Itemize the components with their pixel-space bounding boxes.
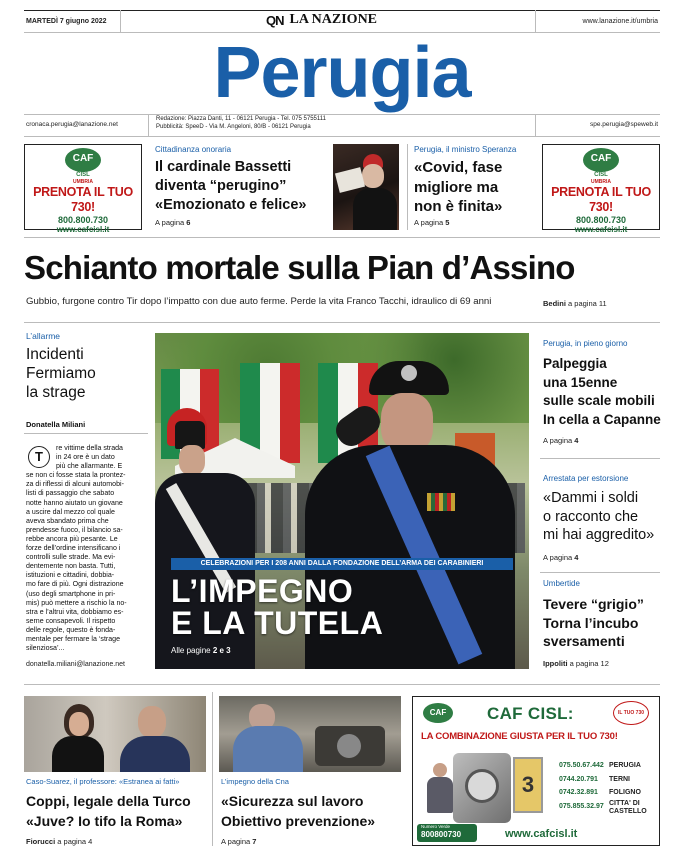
editorial-body-lines bbox=[26, 444, 145, 653]
ad-phone: 0744.20.791 bbox=[559, 775, 598, 783]
cap-badge-icon bbox=[401, 365, 417, 381]
ad-city: TERNI bbox=[609, 775, 630, 783]
bottom-mid-headline[interactable] bbox=[221, 791, 375, 831]
caf-region: UMBRIA bbox=[591, 179, 611, 185]
top-left-kicker: Cittadinanza onoraria bbox=[155, 145, 232, 154]
divider bbox=[24, 684, 660, 685]
bottom-mid-page-ref bbox=[221, 837, 256, 846]
carabinieri-photo bbox=[155, 333, 529, 669]
edition-title-wrap bbox=[0, 30, 684, 116]
editorial-body-line: silenziosa’... bbox=[26, 645, 65, 653]
editorial-body-line: più che allarmante. E bbox=[56, 463, 123, 471]
headline-line: Il cardinale Bassetti bbox=[155, 159, 292, 175]
qn-logo: QN bbox=[266, 12, 284, 28]
suit-shape bbox=[120, 736, 190, 772]
green-number-label: Numero Verde bbox=[421, 824, 451, 829]
photo-headline-line: E LA TUTELA bbox=[171, 605, 384, 641]
editorial-body-line: prendesse fuoco, il bilancio sa- bbox=[26, 526, 123, 534]
paper-brand bbox=[266, 12, 377, 28]
editorial-body-line: re vittime della strada bbox=[56, 445, 123, 452]
headline-line: Palpeggia bbox=[543, 356, 607, 371]
ad-caf-right[interactable] bbox=[542, 144, 660, 234]
right-s3-page-ref bbox=[543, 659, 609, 668]
editorial-body-line: aveva sbandato prima che bbox=[26, 517, 109, 525]
top-left-page-ref bbox=[155, 218, 190, 227]
divider bbox=[24, 322, 660, 323]
ad-city-list bbox=[609, 759, 653, 816]
right-s2-kicker: Arrestata per estorsione bbox=[543, 474, 629, 483]
headline-line: non è finita» bbox=[414, 198, 503, 215]
divider bbox=[540, 572, 660, 573]
ad-web: www.cafcisl.it bbox=[56, 225, 110, 234]
ad-city: PERUGIA bbox=[609, 762, 641, 769]
lead-page-ref bbox=[543, 299, 607, 308]
ad-prenota: PRENOTA IL TUO 730! bbox=[551, 185, 651, 214]
divider bbox=[24, 136, 660, 137]
photo-headline-line: L’IMPEGNO bbox=[171, 573, 354, 609]
safe-dial-icon bbox=[465, 769, 499, 803]
ad-phone-list bbox=[559, 759, 604, 813]
caf-org: CISL bbox=[594, 172, 608, 178]
bottom-left-kicker: Caso-Suarez, il professore: «Estranea ai fatti» bbox=[26, 777, 180, 786]
editorial-body-line: se non ci fosse stata la prontez- bbox=[26, 472, 126, 480]
headline-line: Torna l’incubo bbox=[543, 614, 639, 631]
headline-line: «Juve? Io tifo la Roma» bbox=[26, 813, 183, 829]
caf-logo-icon: CAF bbox=[423, 703, 453, 723]
headline-line: mi hai aggredito» bbox=[543, 527, 655, 543]
photo-headline[interactable] bbox=[171, 575, 383, 639]
face-shape bbox=[69, 712, 89, 736]
ad-phone: 800.800.730 bbox=[57, 215, 109, 225]
divider bbox=[540, 458, 660, 459]
divider bbox=[148, 114, 149, 136]
editorial-title-line: la strage bbox=[26, 384, 86, 401]
page-ref-number: 4 bbox=[574, 553, 579, 562]
right-s3-kicker: Umbertide bbox=[543, 579, 580, 588]
ad-city: CITTA' DI CASTELLO bbox=[609, 799, 647, 815]
redazione-address: Redazione: Piazza Danti, 11 - 06121 Perugia - Tel. 075 5755111 bbox=[156, 116, 327, 122]
ad-badge: IL TUO 730 bbox=[613, 701, 649, 725]
editorial-body-line: a uscire dal mezzo col quale bbox=[26, 508, 115, 516]
editorial-body-line: rebbe ancora più pesante. Le bbox=[26, 535, 118, 543]
headline-line: «Sicurezza sul lavoro bbox=[221, 793, 364, 809]
caf-logo-text: CAF bbox=[590, 153, 612, 164]
editorial-body-line: controlli sulle strade. Ma evi- bbox=[26, 554, 116, 562]
editorial-email[interactable]: donatella.miliani@lanazione.net bbox=[26, 661, 125, 668]
lead-headline[interactable]: Schianto mortale sulla Pian d’Assino bbox=[24, 249, 575, 286]
top-right-kicker: Perugia, il ministro Speranza bbox=[414, 145, 517, 154]
headline-line: Tevere “grigio” bbox=[543, 596, 644, 612]
page-ref-number: 6 bbox=[186, 218, 191, 227]
editorial-body-line: za di riflessi di alcuni automobi- bbox=[26, 481, 124, 489]
editorial-body-line: dentemente non basta. Tutti, bbox=[26, 563, 116, 571]
divider bbox=[24, 433, 148, 434]
edition-title: Perugia bbox=[213, 33, 471, 113]
caf-org: CISL bbox=[76, 172, 90, 178]
ad-big-title: CAF CISL: bbox=[487, 704, 574, 723]
caf-logo-icon bbox=[65, 148, 101, 172]
ad-big-web[interactable]: www.cafcisl.it bbox=[505, 828, 578, 840]
headline-line: «Dammi i soldi bbox=[543, 490, 639, 506]
ad-city: FOLIGNO bbox=[609, 789, 641, 796]
right-s3-author: Ippoliti bbox=[543, 659, 568, 668]
right-s1-kicker: Perugia, in pieno giorno bbox=[543, 339, 628, 348]
lead-page-number: a pagina 11 bbox=[568, 299, 607, 308]
bottom-left-headline[interactable] bbox=[26, 791, 191, 831]
caf-logo-icon bbox=[583, 148, 619, 172]
photo-page-ref bbox=[171, 646, 231, 655]
headline-line: una 15enne bbox=[543, 374, 618, 390]
email-pubblicita[interactable]: spe.perugia@speweb.it bbox=[589, 121, 658, 128]
medals-shape bbox=[427, 493, 455, 511]
page-ref-number: 5 bbox=[445, 218, 450, 227]
editorial-title[interactable] bbox=[26, 345, 96, 402]
divider bbox=[212, 692, 213, 846]
divider bbox=[407, 144, 408, 230]
face-shape bbox=[179, 445, 205, 475]
editorial-body-line: mentale per fermare la ‘strage bbox=[26, 635, 121, 643]
editorial-title-line: Fermiamo bbox=[26, 365, 96, 382]
editorial-body-line: listi di passaggio che sabato bbox=[26, 490, 115, 498]
page-ref-prefix: A pagina bbox=[221, 837, 251, 846]
ad-phone: 800.800.730 bbox=[575, 215, 627, 225]
bottom-left-author: Fiorucci bbox=[26, 837, 56, 846]
editorial-body-line: notte hanno aiutato un giovane bbox=[26, 499, 123, 507]
face-shape bbox=[362, 164, 384, 188]
divider bbox=[24, 114, 660, 115]
pubblicita-address: Pubblicità: SpeeD - Via M. Angeloni, 80/B - 06121 Perugia bbox=[156, 123, 311, 130]
page-ref-number: a pagina 12 bbox=[569, 659, 609, 668]
top-right-page-ref bbox=[414, 218, 449, 227]
photo-banner: CELEBRAZIONI PER I 208 ANNI DALLA FONDAZIONE DELL’ARMA DEI CARABINIERI bbox=[171, 558, 513, 570]
divider bbox=[535, 114, 536, 136]
editorial-body-line: mis) può mettere a rischio la no- bbox=[26, 599, 127, 607]
ad-phone: 075.50.67.442 bbox=[559, 762, 604, 769]
editorial-body-line: serne consapevoli. Il rispetto bbox=[26, 617, 116, 625]
ad-caf-left[interactable] bbox=[24, 144, 142, 234]
page-ref-prefix: A pagina bbox=[155, 218, 185, 227]
page-ref-prefix: A pagina bbox=[414, 218, 444, 227]
machine-wheel-shape bbox=[337, 734, 361, 758]
headline-line: sulle scale mobili bbox=[543, 393, 655, 408]
headline-line: diventa “perugino” bbox=[155, 178, 287, 194]
divider bbox=[535, 10, 536, 32]
headline-line: migliore ma bbox=[414, 178, 499, 196]
headline-line: In cella a Capanne bbox=[543, 411, 661, 427]
top-right-headline[interactable] bbox=[414, 158, 502, 217]
caf-region: UMBRIA bbox=[73, 179, 93, 185]
man-body-shape bbox=[427, 777, 453, 813]
dress-shape bbox=[52, 736, 104, 772]
bottom-left-page-ref bbox=[26, 837, 92, 846]
worker-shirt-shape bbox=[233, 726, 303, 772]
document-shape bbox=[335, 167, 365, 193]
headline-line: o racconto che bbox=[543, 508, 639, 525]
editorial-body bbox=[26, 444, 145, 653]
ad-web: www.cafcisl.it bbox=[574, 225, 628, 234]
bottom-mid-kicker: L’impegno della Cna bbox=[221, 777, 289, 786]
divider bbox=[120, 10, 121, 32]
page-ref-prefix: Alle pagine bbox=[171, 646, 211, 655]
page-ref-number: 2 e 3 bbox=[212, 646, 231, 655]
paper-name: LA NAZIONE bbox=[289, 12, 378, 27]
right-s1-headline[interactable] bbox=[543, 355, 661, 429]
ad-prenota: PRENOTA IL TUO 730! bbox=[33, 185, 133, 214]
lead-subhead: Gubbio, furgone contro Tir dopo l’impatto con due auto ferme. Perde la vita Franco Tacchi, idraulico di 69 anni bbox=[26, 296, 492, 307]
editorial-dropcap: T bbox=[28, 446, 50, 468]
ad-caf-big[interactable] bbox=[412, 696, 660, 846]
top-left-headline[interactable] bbox=[155, 158, 307, 215]
headline-line: Coppi, legale della Turco bbox=[26, 793, 191, 809]
face-shape bbox=[381, 393, 433, 453]
headline-line: Obiettivo prevenzione» bbox=[221, 813, 376, 829]
page-ref-number: a pagina 4 bbox=[57, 837, 93, 846]
coppi-turco-photo bbox=[24, 696, 206, 772]
page-ref-prefix: A pagina bbox=[543, 553, 573, 562]
editorial-body-line: (uso degli smartphone in pri- bbox=[26, 590, 116, 598]
green-number-badge[interactable] bbox=[417, 824, 477, 842]
face-shape bbox=[433, 763, 447, 777]
ad-phone: 0742.32.891 bbox=[559, 789, 598, 796]
right-s2-page-ref bbox=[543, 553, 578, 562]
editorial-body-line: mo fare di più. Ogni distrazione bbox=[26, 581, 124, 589]
editorial-author: Donatella Miliani bbox=[26, 420, 86, 429]
right-s1-page-ref bbox=[543, 436, 578, 445]
green-number-value: 800800730 bbox=[421, 830, 462, 839]
headline-line: «Emozionato e felice» bbox=[155, 197, 307, 213]
page-ref-number: 4 bbox=[574, 436, 579, 445]
ad-big-slogan: LA COMBINAZIONE GIUSTA PER IL TUO 730! bbox=[421, 731, 618, 742]
headline-line: sversamenti bbox=[543, 633, 625, 649]
email-redazione[interactable]: cronaca.perugia@lanazione.net bbox=[26, 121, 118, 128]
editorial-body-line: istituzioni e cittadini, dobbia- bbox=[26, 572, 115, 580]
lead-author: Bedini bbox=[543, 299, 566, 308]
editorial-body-line: forze dell’ordine intensificano i bbox=[26, 545, 121, 553]
robe-shape bbox=[353, 188, 397, 230]
cardinal-photo bbox=[333, 144, 399, 230]
cna-workshop-photo bbox=[219, 696, 401, 772]
right-s2-headline[interactable] bbox=[543, 489, 654, 545]
editorial-body-line: stra e l’altrui vita, dobbiamo es- bbox=[26, 608, 124, 616]
headline-line: «Covid, fase bbox=[414, 159, 503, 176]
issue-date: MARTEDÌ 7 giugno 2022 bbox=[26, 18, 107, 25]
page-ref-number: 7 bbox=[252, 837, 257, 846]
website-link[interactable]: www.lanazione.it/umbria bbox=[582, 18, 658, 25]
editorial-kicker: L’allarme bbox=[26, 331, 61, 341]
ad-phone: 075.855.32.97 bbox=[559, 802, 604, 810]
face-shape bbox=[138, 706, 166, 738]
page-ref-prefix: A pagina bbox=[543, 436, 573, 445]
caf-logo-text: CAF bbox=[72, 153, 94, 164]
editorial-body-line: delle regole, questo è fonda- bbox=[26, 626, 116, 634]
divider bbox=[24, 237, 660, 238]
combination-digit: 3 bbox=[513, 757, 543, 813]
right-s3-headline[interactable] bbox=[543, 595, 644, 651]
editorial-title-line: Incidenti bbox=[26, 346, 84, 363]
editorial-body-line: in 24 ore è un dato bbox=[56, 454, 115, 462]
